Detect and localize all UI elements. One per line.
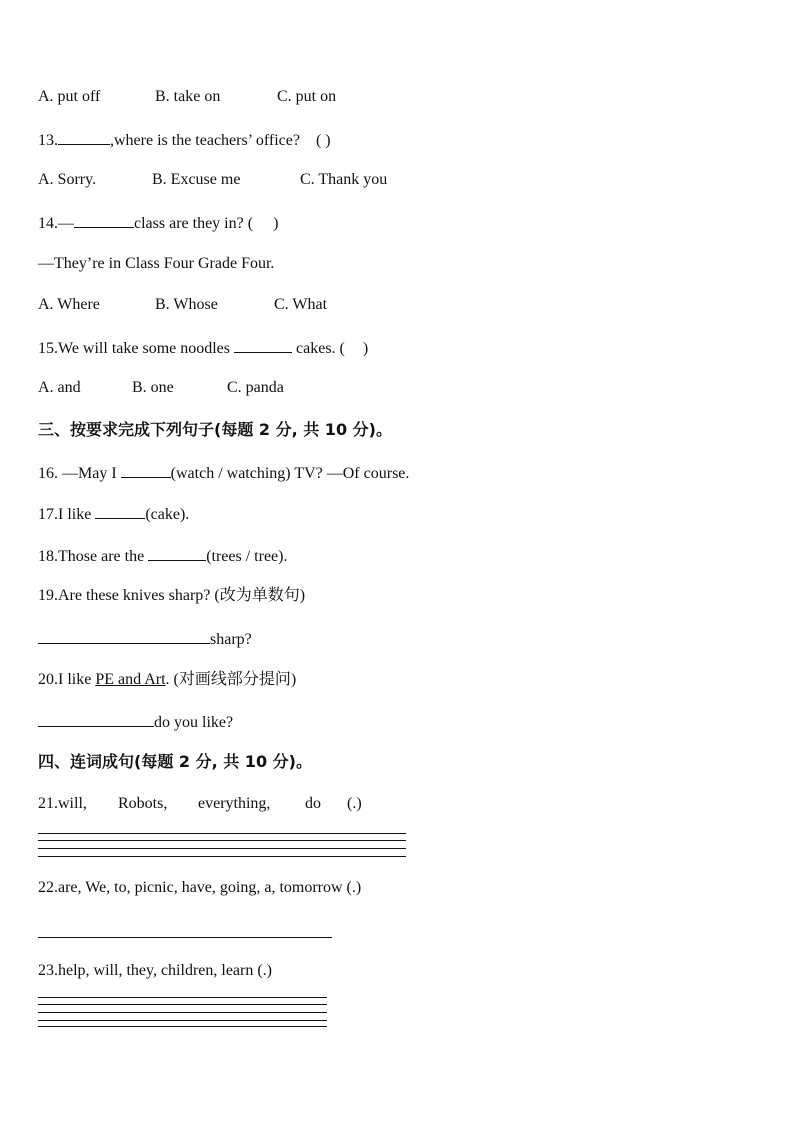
q23-answer-rule xyxy=(38,1020,327,1021)
q12-options xyxy=(38,87,336,107)
q21-word: everything, xyxy=(198,795,271,812)
q23-answer-rule xyxy=(38,1004,327,1005)
q13-option-a: A. Sorry. xyxy=(38,171,97,188)
q20-underlined: PE and Art xyxy=(95,671,166,688)
q17-question xyxy=(38,503,189,525)
q19-answer-line xyxy=(38,628,252,650)
q18-blank xyxy=(148,545,206,561)
q14-blank xyxy=(74,212,134,228)
q18-prefix: 18.Those are the xyxy=(38,548,145,565)
q12-option-b: B. take on xyxy=(155,88,221,105)
q17-prefix: 17.I like xyxy=(38,506,92,523)
q15-options xyxy=(38,378,284,398)
q13-number: 13. xyxy=(38,132,58,149)
q15-option-b: B. one xyxy=(132,379,174,396)
q19-answer-suffix: sharp? xyxy=(210,631,252,648)
q20-answer-suffix: do you like? xyxy=(154,714,234,731)
q21-question xyxy=(38,794,362,814)
q13-option-c: C. Thank you xyxy=(300,171,388,188)
q21-word: will, xyxy=(58,795,87,812)
q12-option-a: A. put off xyxy=(38,88,101,105)
q18-question xyxy=(38,545,287,567)
q15-paren-close: ) xyxy=(362,340,369,357)
q12-option-c: C. put on xyxy=(277,88,337,105)
q21-answer-rule xyxy=(38,840,406,841)
q17-blank xyxy=(95,503,145,519)
q17-suffix: (cake). xyxy=(145,506,190,523)
q23-answer-rule xyxy=(38,997,327,998)
q15-option-c: C. panda xyxy=(227,379,284,396)
q20-suffix: . (对画线部分提问) xyxy=(165,671,297,688)
q14-option-c: C. What xyxy=(274,296,328,313)
q19-question: 19.Are these knives sharp? (改为单数句) xyxy=(38,587,306,604)
section4-title: 四、连词成句(每题 2 分, 共 10 分)。 xyxy=(38,752,312,771)
q14-options xyxy=(38,295,327,315)
q21-answer-rule xyxy=(38,833,406,834)
q20-prefix: 20.I like xyxy=(38,671,92,688)
q14-answer: —They’re in Class Four Grade Four. xyxy=(38,255,275,272)
q13-option-b: B. Excuse me xyxy=(152,171,241,188)
q15-prefix: 15.We will take some noodles xyxy=(38,340,231,357)
q16-blank xyxy=(121,462,171,478)
q21-word: do xyxy=(305,795,321,812)
q23-answer-rule xyxy=(38,1026,327,1027)
q13-text: ,where is the teachers’ office? xyxy=(110,132,300,149)
q13-question xyxy=(38,129,331,151)
q21-answer-rule xyxy=(38,856,406,857)
q15-question xyxy=(38,337,368,359)
q13-answer-paren: ( ) xyxy=(315,132,331,149)
q21-answer-rule xyxy=(38,848,406,849)
q23-question: 23.help, will, they, children, learn (.) xyxy=(38,962,272,979)
q22-answer-rule xyxy=(38,937,332,938)
q15-option-a: A. and xyxy=(38,379,81,396)
section3-title: 三、按要求完成下列句子(每题 2 分, 共 10 分)。 xyxy=(38,420,392,439)
q16-suffix: (watch / watching) TV? —Of course. xyxy=(170,465,410,482)
q14-option-b: B. Whose xyxy=(155,296,218,313)
q13-blank xyxy=(58,129,110,145)
q19-blank xyxy=(38,628,210,644)
q15-blank xyxy=(234,337,292,353)
q20-answer-line xyxy=(38,711,233,733)
q14-question xyxy=(38,212,278,234)
q14-text: class are they in? ( xyxy=(134,215,254,232)
q22-question: 22.are, We, to, picnic, have, going, a, tomorrow (.) xyxy=(38,879,362,896)
q15-suffix: cakes. ( xyxy=(296,340,345,357)
q23-answer-rule xyxy=(38,1012,327,1013)
q21-word: Robots, xyxy=(118,795,168,812)
q20-question xyxy=(38,670,296,690)
q21-word: (.) xyxy=(347,795,362,812)
q21-number: 21. xyxy=(38,795,58,812)
q14-number: 14.— xyxy=(38,215,74,232)
q13-options xyxy=(38,170,387,190)
q16-question xyxy=(38,462,409,484)
q18-suffix: (trees / tree). xyxy=(206,548,288,565)
q16-prefix: 16. —May I xyxy=(38,465,117,482)
q14-option-a: A. Where xyxy=(38,296,100,313)
q20-blank xyxy=(38,711,154,727)
q14-paren-close: ) xyxy=(273,215,279,232)
